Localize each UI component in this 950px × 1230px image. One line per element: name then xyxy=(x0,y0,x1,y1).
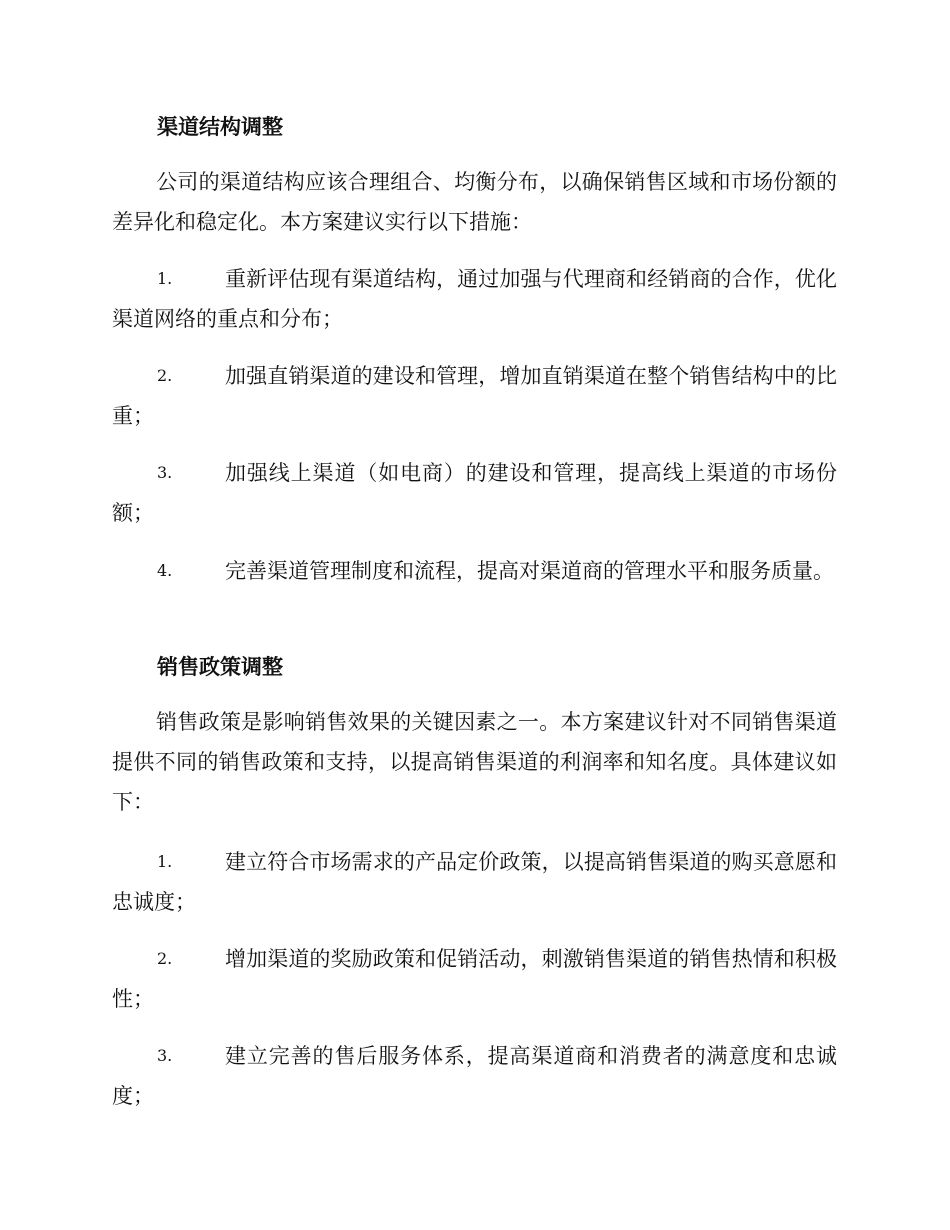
list-item-number: 2. xyxy=(157,949,173,968)
section-heading-channel-structure: 渠道结构调整 xyxy=(157,115,283,139)
list-item-text: 建立符合市场需求的产品定价政策，以提高销售渠道的购买意愿和忠诚度； xyxy=(112,850,837,914)
section-intro-sales-policy: 销售政策是影响销售效果的关键因素之一。本方案建议针对不同销售渠道提供不同的销售政策和支持，以提高销售渠道的利润率和知名度。具体建议如下： xyxy=(112,710,837,814)
section-intro-channel-structure: 公司的渠道结构应该合理组合、均衡分布，以确保销售区域和市场份额的差异化和稳定化。本方案建议实行以下措施： xyxy=(112,170,837,234)
list-item xyxy=(112,259,837,339)
list-item-text: 加强直销渠道的建设和管理，增加直销渠道在整个销售结构中的比重； xyxy=(112,364,837,428)
list-item-number: 2. xyxy=(157,366,173,385)
list-item-text: 重新评估现有渠道结构，通过加强与代理商和经销商的合作，优化渠道网络的重点和分布； xyxy=(112,267,837,331)
list-item-text: 加强线上渠道（如电商）的建设和管理，提高线上渠道的市场份额； xyxy=(112,461,837,525)
list-item-number: 1. xyxy=(157,269,173,288)
list-item-number: 4. xyxy=(157,561,173,580)
list-item xyxy=(112,1036,837,1116)
list-item xyxy=(112,453,837,533)
list-item xyxy=(112,356,837,436)
list-item-number: 3. xyxy=(157,1046,173,1065)
section-heading-sales-policy: 销售政策调整 xyxy=(157,655,283,679)
list-item xyxy=(112,551,837,591)
list-item-text: 增加渠道的奖励政策和促销活动，刺激销售渠道的销售热情和积极性； xyxy=(112,947,837,1011)
list-item-text: 完善渠道管理制度和流程，提高对渠道商的管理水平和服务质量。 xyxy=(225,559,834,583)
list-item-text: 建立完善的售后服务体系，提高渠道商和消费者的满意度和忠诚度； xyxy=(112,1044,837,1108)
list-item xyxy=(112,939,837,1019)
list-item-number: 1. xyxy=(157,852,173,871)
list-item-number: 3. xyxy=(157,463,173,482)
list-item xyxy=(112,842,837,922)
